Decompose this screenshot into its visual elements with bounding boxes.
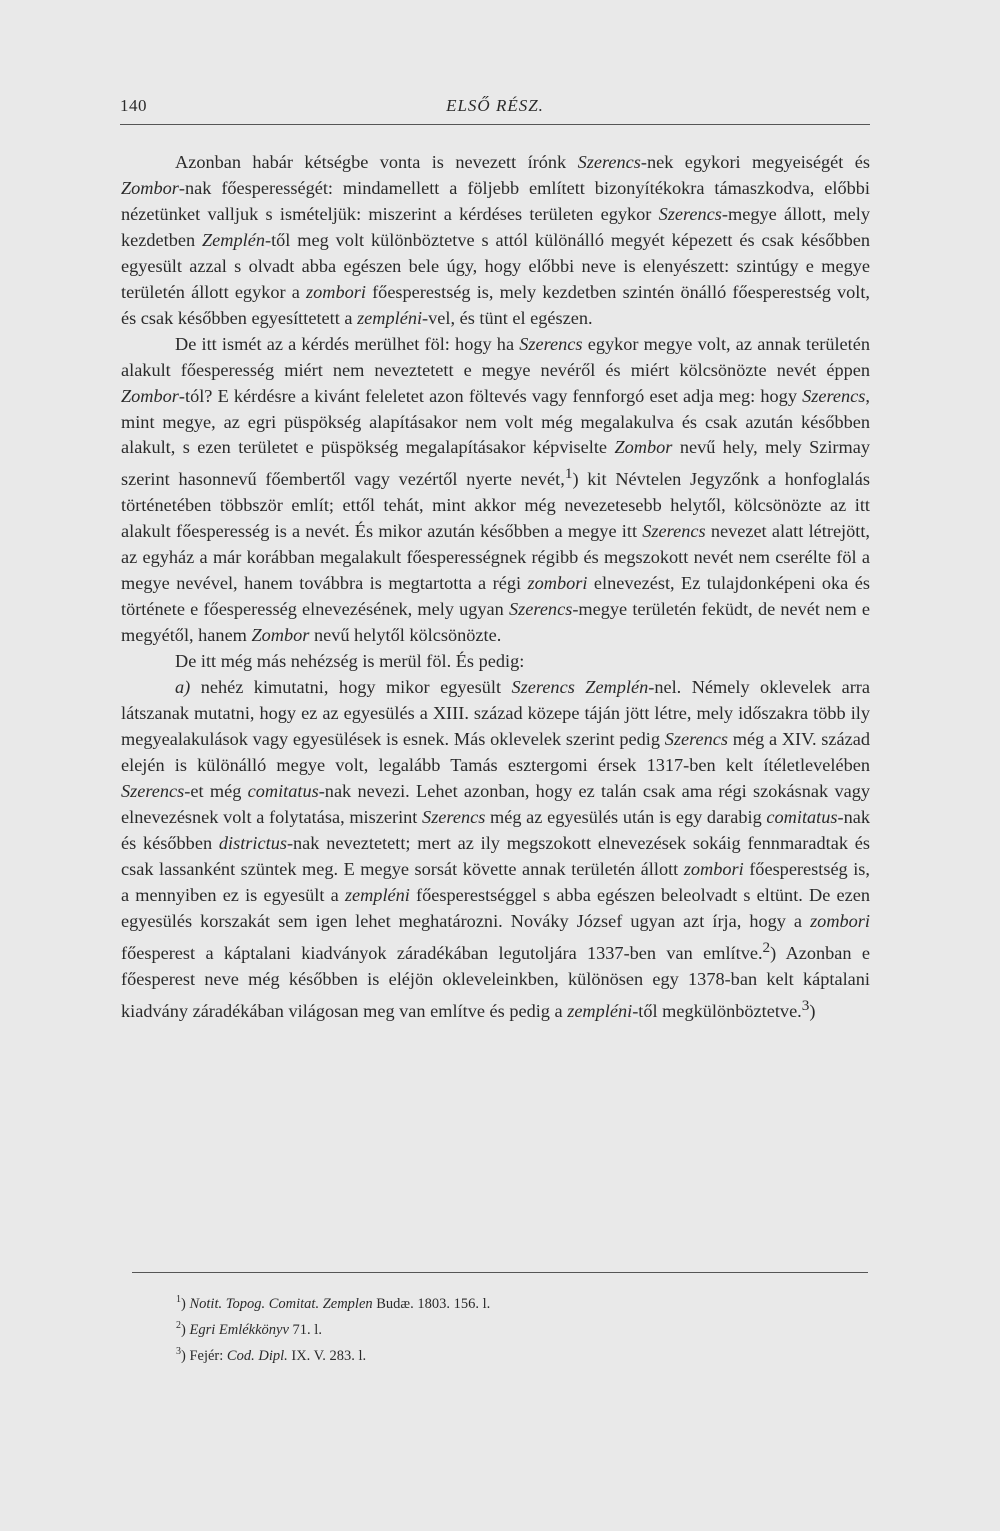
footnote-2: $^2$) Egri Emlékkönyv 71. l. [176, 1319, 322, 1338]
paragraph-2: De itt ismét az a kérdés merülhet föl: hogy ha Szerencs egykor megye volt, az annak területén alakult főesperesség miért nem neveztetett e megye nevéről és miért kölcsönözte nevét éppen Zombor-tól? E kérdésre a kivánt feleletet azon föltevés vagy fennforgó eset adja meg: hogy Szerencs, mint megye, az egri püspökség alapításakor nem volt még megalakulva és csak azután későbben alakult, s ezen területet e püspökség megalapításakor képviselte Zombor nevű hely, mely Szirmay szerint hasonnevű főembertől vagy vezértől nyerte nevét,$^1$) kit Névtelen Jegyzőnk a honfoglalás történetében többször említ; ettől tehát, mint akkor még nevezetesebb helytől, kölcsönözte az itt alakult főesperesség is a nevét. És mikor azután későbben a megye itt Szerencs nevezet alatt létrejött, az egyház a már korábban megalakult főesperességnek régibb és megszokott nevét nem cserélte föl a megye nevével, hanem továbbra is megtartotta a régi zombori elnevezést, Ez tulajdonképeni oka és története e főesperesség elnevezésének, mely ugyan Szerencs-megye területén feküdt, de nevét nem e megyétől, hanem Zombor nevű helytől kölcsönözte. [121, 333, 871, 646]
page-header [120, 96, 870, 126]
paragraph-1: Azonban habár kétségbe vonta is nevezett írónk Szerencs-nek egykori megyeiségét és Zombor-nak főesperességét: mindamellett a följebb említett bizonyítékokra támaszkodva, előbbi nézetünket valljuk s ismételjük: miszerint a kérdéses területen egykor Szerencs-megye állott, mely kezdetben Zemplén-től meg volt különböztetve s attól különálló megyét képezett és csak későbben egyesült azzal s olvadt abba egészen bele úgy, hogy előbbi neve is elenyészett: szintúgy e megye területén állott egykor a zombori főesperestség is, mely kezdetben szintén önálló főesperestség volt, és csak későbben egyesíttetett a zempléni-vel, és tünt el egészen. [121, 152, 870, 328]
footnote-ref-1: 1 [564, 465, 573, 483]
footnote-1: $^1$) Notit. Topog. Comitat. Zemplen Budæ. 1803. 156. l. [176, 1294, 491, 1312]
footnote-rule [132, 1272, 868, 1273]
running-title: ELSŐ RÉSZ. [446, 96, 544, 115]
body-text [121, 150, 870, 1025]
page-number: 140 [120, 96, 147, 115]
footnote-ref-2: 2 [762, 938, 771, 956]
footnote-ref-3: 3 [801, 996, 810, 1014]
paragraph-4: a) nehéz kimutatni, hogy mikor egyesült Szerencs Zemplén-nel. Némely oklevelek arra látszanak mutatni, hogy ez az egyesülés a XIII. század közepe táján jött létre, mely időszakra több ily megyealakulások vagy egyesülések is esnek. Más oklevelek szerint pedig Szerencs még a XIV. század elején is különálló megye volt, legalább Tamás esztergomi érsek 1317-ben kelt ítéletlevelében Szerencs-et még comitatus-nak nevezi. Lehet azonban, hogy ez talán csak ama régi szokásnak vagy elnevezésnek volt a folytatása, miszerint Szerencs még az egyesülés után is egy darabig comitatus-nak és későbben districtus-nak neveztetett; mert az ily megszokott elnevezések sokáig fennmaradtak és csak lassanként szüntek meg. E megye sorsát követte annak területén állott zombori főesperestség is, a mennyiben ez is egyesült a zempléni főesperestséggel s abba egészen beleolvadt s eltünt. De ezen egyesülés korszakát sem igen lehet meghatározni. Nováky József ugyan azt írja, hogy a zombori főesperest a káptalani kiadványok záradékában legutoljára 1337-ben van említve.$^2$) Azonban e főesperest neve még későbben is eléjön okleveleinkben, különösen egy 1378-ban kelt káptalani kiadvány záradékában világosan meg van említve és pedig a zempléni-től megkülönböztetve.$^3$) [121, 677, 871, 1021]
footnotes [176, 1289, 826, 1366]
footnote-3: $^3$) Fejér: Cod. Dipl. IX. V. 283. l. [176, 1345, 367, 1364]
paragraph-3: De itt még más nehézség is merül föl. És pedig: [175, 651, 525, 672]
header-rule [120, 124, 870, 125]
